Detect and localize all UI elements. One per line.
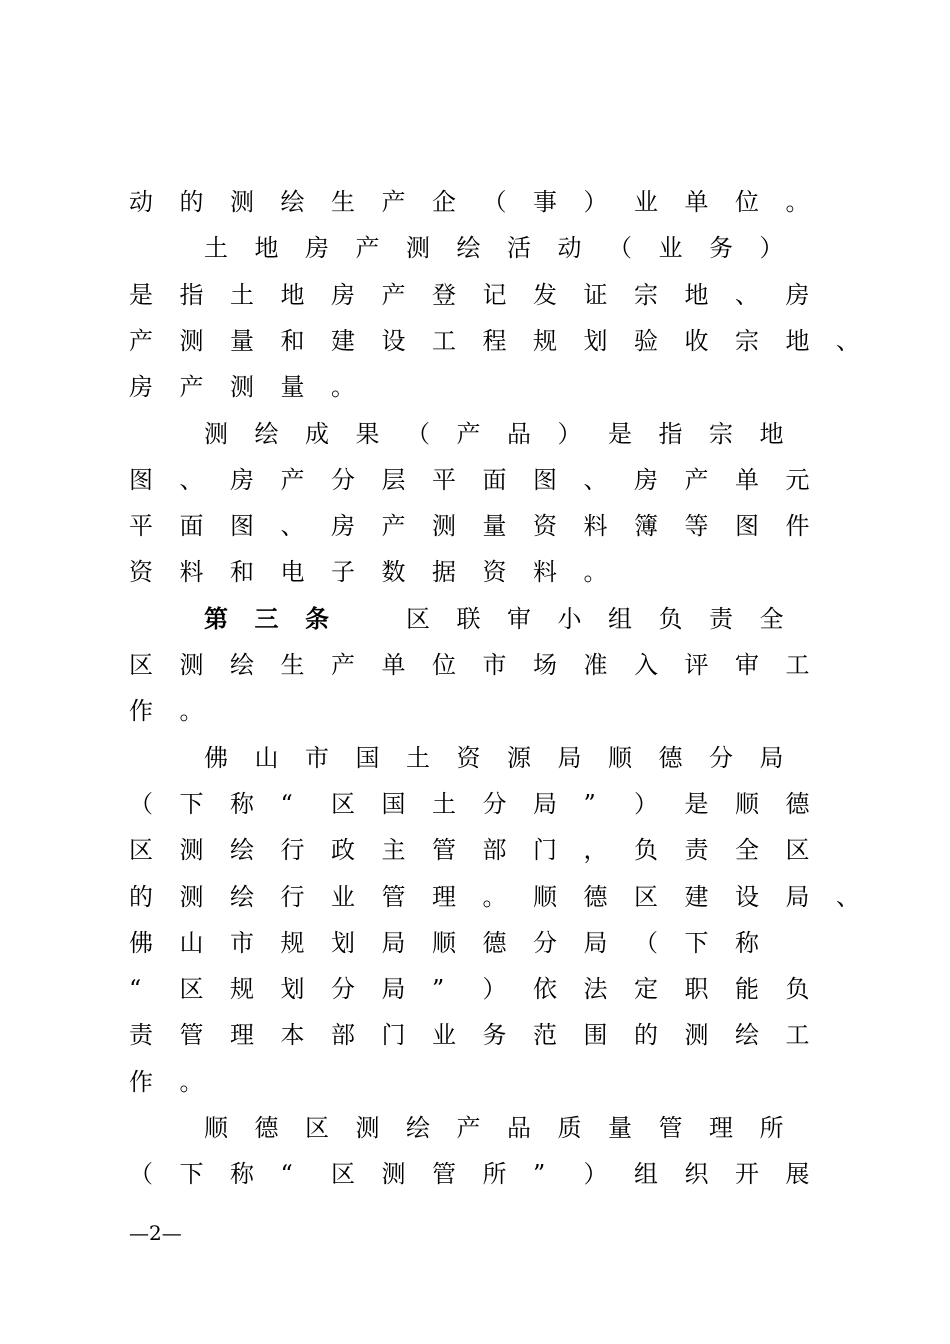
text-line: 顺 德 区 测 绘 产 品 质 量 管 理 所 <box>204 1114 784 1142</box>
text-line: 产 测 量 和 建 设 工 程 规 划 验 收 宗 地 、 <box>129 327 860 355</box>
text-line: 的 测 绘 行 业 管 理 。 顺 德 区 建 设 局 、 <box>129 883 860 911</box>
article-heading: 第 三 条 <box>204 604 329 633</box>
text-line: 作 。 <box>129 1068 204 1096</box>
text-line: 佛 山 市 规 划 局 顺 德 分 局 （ 下 称 <box>129 929 759 957</box>
text-line: 测 绘 成 果 （ 产 品 ） 是 指 宗 地 <box>204 420 784 448</box>
text-line: 作 。 <box>129 697 204 725</box>
text-line: 平 面 图 、 房 产 测 量 资 料 簿 等 图 件 <box>129 512 810 540</box>
text-line: 责 管 理 本 部 门 业 务 范 围 的 测 绘 工 <box>129 1021 810 1049</box>
text-line: 房 产 测 量 。 <box>129 373 355 401</box>
text-line: 第 三 条 区 联 审 小 组 负 责 全 <box>204 604 784 633</box>
text-line: （ 下 称 “ 区 测 管 所 ” ） 组 织 开 展 <box>129 1160 810 1188</box>
page-number: —2— <box>129 1221 182 1245</box>
text-line: “ 区 规 划 分 局 ” ） 依 法 定 职 能 负 <box>129 975 810 1003</box>
text-line: 区 测 绘 行 政 主 管 部 门 ， 负 责 全 区 <box>129 836 810 864</box>
text-line: 动 的 测 绘 生 产 企 （ 事 ） 业 单 位 。 <box>129 188 810 216</box>
text-line: 土 地 房 产 测 绘 活 动 （ 业 务 ） <box>204 234 784 262</box>
text-line: 佛 山 市 国 土 资 源 局 顺 德 分 局 <box>204 744 784 772</box>
text-line: 是 指 土 地 房 产 登 记 发 证 宗 地 、 房 <box>129 281 810 309</box>
text-line: 图 、 房 产 分 层 平 面 图 、 房 产 单 元 <box>129 466 810 494</box>
text-line: 区 测 绘 生 产 单 位 市 场 准 入 评 审 工 <box>129 651 810 679</box>
text-line: 资 料 和 电 子 数 据 资 料 。 <box>129 558 608 586</box>
text-line: （ 下 称 “ 区 国 土 分 局 ” ） 是 顺 德 <box>129 790 810 818</box>
